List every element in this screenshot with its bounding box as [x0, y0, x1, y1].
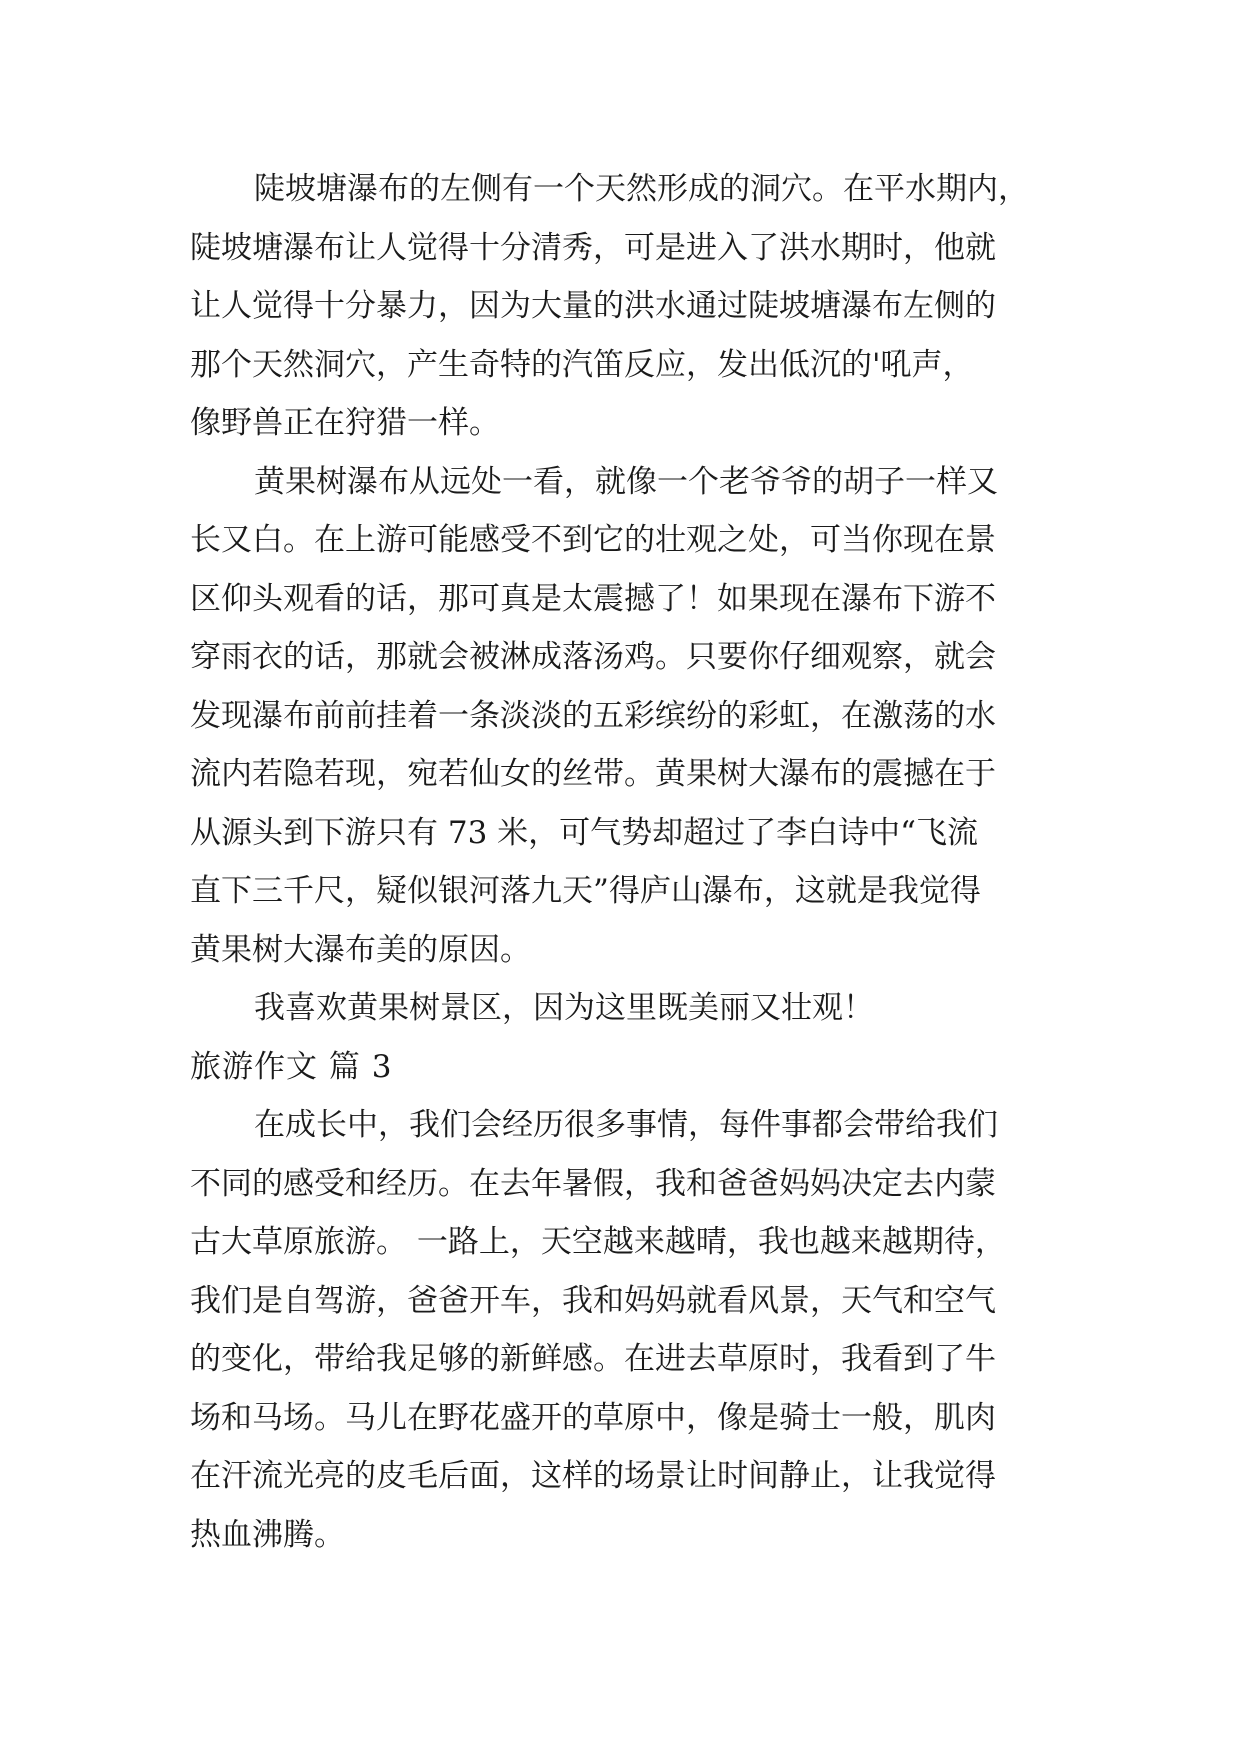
text-line: 长又白。在上游可能感受不到它的壮观之处，可当你现在景 — [190, 522, 996, 558]
text-line: 场和马场。马儿在野花盛开的草原中，像是骑士一般，肌肉 — [190, 1399, 996, 1436]
text-line: 在汗流光亮的皮毛后面，这样的场景让时间静止，让我觉得 — [190, 1458, 996, 1494]
text-line: 我喜欢黄果树景区，因为这里既美丽又壮观！ — [254, 990, 874, 1026]
text-line: 的变化，带给我足够的新鲜感。在进去草原时，我看到了牛 — [190, 1341, 996, 1377]
text-line: 穿雨衣的话，那就会被淋成落汤鸡。只要你仔细观察，就会 — [190, 639, 996, 675]
paragraph-conclusion — [190, 979, 1090, 1038]
text-line: 从源头到下游只有 73 米，可气势却超过了李白诗中“飞流 — [190, 814, 978, 851]
document-body — [190, 160, 1090, 1564]
text-line: 不同的感受和经历。在去年暑假，我和爸爸妈妈决定去内蒙 — [190, 1165, 996, 1202]
text-line: 流内若隐若现，宛若仙女的丝带。黄果树大瀑布的震撼在于 — [190, 756, 996, 792]
section-heading: 旅游作文 篇 3 — [190, 1048, 393, 1085]
text-line: 发现瀑布前前挂着一条淡淡的五彩缤纷的彩虹，在激荡的水 — [190, 697, 996, 734]
text-line: 区仰头观看的话，那可真是太震撼了！如果现在瀑布下游不 — [190, 580, 996, 617]
text-line: 陡坡塘瀑布让人觉得十分清秀，可是进入了洪水期时，他就 — [190, 229, 996, 266]
text-line: 像野兽正在狩猎一样。 — [190, 405, 500, 441]
text-line: 热血沸腾。 — [190, 1516, 345, 1553]
paragraph-huangguoshu — [190, 453, 1090, 980]
text-line: 黄果树大瀑布美的原因。 — [190, 931, 531, 968]
text-line: 直下三千尺，疑似银河落九天”得庐山瀑布，这就是我觉得 — [190, 873, 981, 909]
paragraph-waterfall-cave — [190, 160, 1090, 453]
text-line: 让人觉得十分暴力，因为大量的洪水通过陡坡塘瀑布左侧的 — [190, 288, 996, 324]
text-line: 我们是自驾游，爸爸开车，我和妈妈就看风景，天气和空气 — [190, 1282, 996, 1319]
text-line: 陡坡塘瀑布的左侧有一个天然形成的洞穴。在平水期内， — [254, 171, 1029, 207]
text-line: 在成长中，我们会经历很多事情，每件事都会带给我们 — [254, 1107, 998, 1143]
text-line: 黄果树瀑布从远处一看，就像一个老爷爷的胡子一样又 — [254, 463, 998, 500]
text-line: 那个天然洞穴，产生奇特的汽笛反应，发出低沉的'吼声， — [190, 346, 974, 383]
text-line: 古大草原旅游。 一路上，天空越来越晴，我也越来越期待， — [190, 1224, 1006, 1260]
paragraph-grassland-trip — [190, 1096, 1090, 1564]
